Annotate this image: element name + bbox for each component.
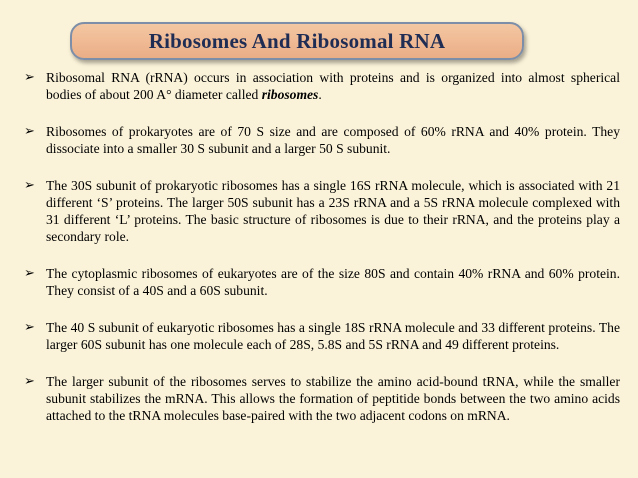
bullet-text-part: . <box>318 87 322 102</box>
bullet-list <box>24 69 620 424</box>
bullet-item <box>24 177 620 245</box>
bullet-text <box>46 69 620 103</box>
bullet-item <box>24 265 620 299</box>
slide-title: Ribosomes And Ribosomal RNA <box>148 28 446 53</box>
arrowhead-bullet-icon: ➢ <box>24 320 35 335</box>
bullet-text: Ribosomes of prokaryotes are of 70 S size and are composed of 60% rRNA and 40% protein. They dissociate into a smaller 30 S subunit and a larger 50 S subunit. <box>46 124 620 156</box>
bullet-item <box>24 69 620 103</box>
arrowhead-bullet-icon: ➢ <box>24 374 35 389</box>
arrowhead-bullet-icon: ➢ <box>24 178 35 193</box>
bullet-text: The larger subunit of the ribosomes serves to stabilize the amino acid-bound tRNA, while the smaller subunit stabilizes the mRNA. This allows the formation of peptitide bonds between the two amino acids attached to the tRNA molecules base-paired with the two adjacent codons on mRNA. <box>46 374 620 423</box>
slide-title-banner <box>70 22 524 60</box>
bullet-text-part: Ribosomal RNA (rRNA) occurs in association with proteins and is organized into almost spherical bodies of about 200 A° diameter called <box>46 70 620 102</box>
bullet-text: The 30S subunit of prokaryotic ribosomes has a single 16S rRNA molecule, which is associated with 21 different ‘S’ proteins. The larger 50S subunit has a 23S rRNA and a 5S rRNA molecule complexed with 31 different ‘L’ proteins. The basic structure of ribosomes is due to their rRNA, and the proteins play a secondary role. <box>46 178 620 244</box>
bullet-item <box>24 123 620 157</box>
bullet-item <box>24 319 620 353</box>
arrowhead-bullet-icon: ➢ <box>24 70 35 85</box>
bullet-text: The 40 S subunit of eukaryotic ribosomes has a single 18S rRNA molecule and 33 different proteins. The larger 60S subunit has one molecule each of 28S, 5.8S and 5S rRNA and 49 different proteins. <box>46 320 620 352</box>
arrowhead-bullet-icon: ➢ <box>24 124 35 139</box>
bullet-text: The cytoplasmic ribosomes of eukaryotes are of the size 80S and contain 40% rRNA and 60% protein. They consist of a 40S and a 60S subunit. <box>46 266 620 298</box>
bullet-item <box>24 373 620 424</box>
emphasized-term: ribosomes <box>261 87 319 102</box>
arrowhead-bullet-icon: ➢ <box>24 266 35 281</box>
